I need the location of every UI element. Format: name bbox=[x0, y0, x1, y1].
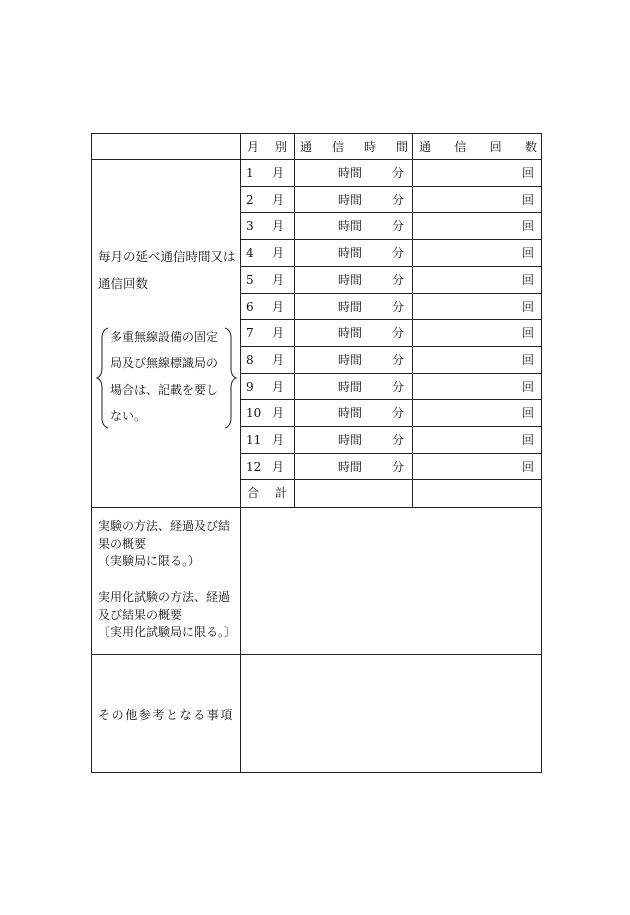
experiment-line: 実験の方法、経過及び結 bbox=[98, 519, 231, 533]
usage-note-line: 場合は、記載を要し bbox=[110, 382, 219, 397]
header-month-char: 別 bbox=[274, 140, 287, 154]
times-unit: 回 bbox=[522, 246, 535, 261]
label-column-divider-lower bbox=[240, 654, 241, 772]
header-count bbox=[419, 140, 537, 154]
times-unit: 回 bbox=[522, 219, 535, 234]
usage-note-line: ない。 bbox=[110, 408, 147, 423]
month-unit: 月 bbox=[272, 379, 285, 394]
usage-label-line2: 通信回数 bbox=[98, 276, 149, 291]
minutes-unit: 分 bbox=[392, 326, 405, 341]
usage-note-line: 多重無線設備の固定 bbox=[110, 330, 219, 344]
minutes-unit: 分 bbox=[392, 299, 405, 314]
usage-section-divider bbox=[92, 507, 541, 508]
header-month bbox=[247, 140, 287, 154]
total-label-char: 計 bbox=[274, 486, 287, 501]
month-unit: 月 bbox=[272, 406, 285, 421]
month-row-divider bbox=[240, 426, 541, 427]
month-unit: 月 bbox=[272, 433, 285, 447]
month-unit: 月 bbox=[272, 192, 285, 207]
minutes-unit: 分 bbox=[392, 433, 405, 447]
header-time-char: 間 bbox=[395, 140, 408, 154]
minutes-unit: 分 bbox=[392, 166, 405, 180]
hours-unit: 時間 bbox=[338, 272, 363, 287]
hours-unit: 時間 bbox=[338, 192, 363, 207]
hours-unit: 時間 bbox=[338, 246, 363, 261]
header-month-char: 月 bbox=[247, 140, 260, 154]
hours-unit: 時間 bbox=[338, 379, 363, 394]
month-unit: 月 bbox=[272, 326, 285, 341]
experiment-line: （実験局に限る。） bbox=[98, 554, 201, 568]
month-row-divider bbox=[240, 319, 541, 320]
month-number: 6 bbox=[246, 299, 254, 314]
month-number: 10 bbox=[246, 406, 262, 421]
times-unit: 回 bbox=[522, 166, 535, 180]
other-matters-label: その他参考となる事項 bbox=[98, 708, 235, 722]
month-row-divider bbox=[240, 212, 541, 213]
month-unit: 月 bbox=[272, 166, 285, 180]
month-row-divider bbox=[240, 239, 541, 240]
month-unit: 月 bbox=[272, 272, 285, 287]
practical-test-line: 〔実用化試験局に限る。〕 bbox=[98, 625, 237, 639]
times-unit: 回 bbox=[522, 299, 535, 314]
month-number: 12 bbox=[246, 459, 262, 474]
note-brackets bbox=[92, 324, 240, 444]
times-unit: 回 bbox=[522, 326, 535, 341]
hours-unit: 時間 bbox=[338, 299, 363, 314]
header-count-char: 信 bbox=[454, 140, 467, 154]
times-unit: 回 bbox=[522, 352, 535, 367]
month-number: 7 bbox=[246, 326, 254, 341]
total-label bbox=[247, 486, 287, 500]
month-unit: 月 bbox=[272, 352, 285, 367]
month-row-divider bbox=[240, 453, 541, 454]
header-time-char: 信 bbox=[331, 140, 344, 154]
month-number: 3 bbox=[246, 219, 254, 234]
times-unit: 回 bbox=[522, 272, 535, 287]
month-row-divider bbox=[240, 293, 541, 294]
minutes-unit: 分 bbox=[392, 192, 405, 207]
hours-unit: 時間 bbox=[338, 219, 363, 234]
time-column-divider bbox=[412, 134, 413, 507]
header-time-char: 通 bbox=[300, 140, 313, 154]
month-number: 2 bbox=[246, 192, 254, 207]
month-number: 9 bbox=[246, 379, 254, 394]
label-column-divider bbox=[240, 134, 241, 654]
minutes-unit: 分 bbox=[392, 219, 405, 234]
times-unit: 回 bbox=[522, 459, 535, 474]
month-row-divider bbox=[240, 346, 541, 347]
experiment-line: 果の概要 bbox=[98, 536, 147, 551]
minutes-unit: 分 bbox=[392, 406, 405, 421]
month-row-divider bbox=[240, 479, 541, 480]
header-time-char: 時 bbox=[363, 140, 376, 154]
minutes-unit: 分 bbox=[392, 379, 405, 394]
header-count-char: 回 bbox=[489, 140, 502, 154]
header-divider bbox=[92, 159, 541, 160]
minutes-unit: 分 bbox=[392, 459, 405, 474]
month-row-divider bbox=[240, 373, 541, 374]
times-unit: 回 bbox=[522, 192, 535, 207]
header-time bbox=[300, 140, 408, 154]
usage-note-line: 局及び無線標識局の bbox=[110, 356, 219, 371]
left-bracket-icon bbox=[97, 328, 108, 428]
month-column-divider bbox=[294, 134, 295, 507]
hours-unit: 時間 bbox=[338, 406, 363, 421]
header-count-char: 数 bbox=[524, 140, 537, 154]
usage-label-line1: 毎月の延べ通信時間又は bbox=[98, 249, 236, 264]
header-count-char: 通 bbox=[419, 140, 432, 154]
experiment-section-divider bbox=[92, 654, 541, 655]
month-number: 11 bbox=[246, 433, 262, 447]
right-bracket-icon bbox=[225, 328, 236, 428]
month-unit: 月 bbox=[272, 246, 285, 261]
month-number: 8 bbox=[246, 352, 254, 367]
hours-unit: 時間 bbox=[338, 326, 363, 341]
minutes-unit: 分 bbox=[392, 272, 405, 287]
month-row-divider bbox=[240, 266, 541, 267]
month-row-divider bbox=[240, 186, 541, 187]
total-label-char: 合 bbox=[247, 486, 260, 501]
month-row-divider bbox=[240, 399, 541, 400]
month-unit: 月 bbox=[272, 299, 285, 314]
minutes-unit: 分 bbox=[392, 352, 405, 367]
practical-test-line: 及び結果の概要 bbox=[98, 607, 183, 622]
hours-unit: 時間 bbox=[338, 352, 363, 367]
month-unit: 月 bbox=[272, 219, 285, 234]
month-unit: 月 bbox=[272, 459, 285, 474]
month-number: 5 bbox=[246, 272, 254, 287]
hours-unit: 時間 bbox=[338, 166, 363, 180]
times-unit: 回 bbox=[522, 433, 535, 447]
monthly-report-form bbox=[91, 133, 542, 773]
month-number: 1 bbox=[246, 166, 254, 180]
hours-unit: 時間 bbox=[338, 459, 363, 474]
times-unit: 回 bbox=[522, 406, 535, 421]
times-unit: 回 bbox=[522, 379, 535, 394]
practical-test-line: 実用化試験の方法、経過 bbox=[98, 590, 231, 604]
hours-unit: 時間 bbox=[338, 433, 363, 447]
month-number: 4 bbox=[246, 246, 254, 261]
minutes-unit: 分 bbox=[392, 246, 405, 261]
